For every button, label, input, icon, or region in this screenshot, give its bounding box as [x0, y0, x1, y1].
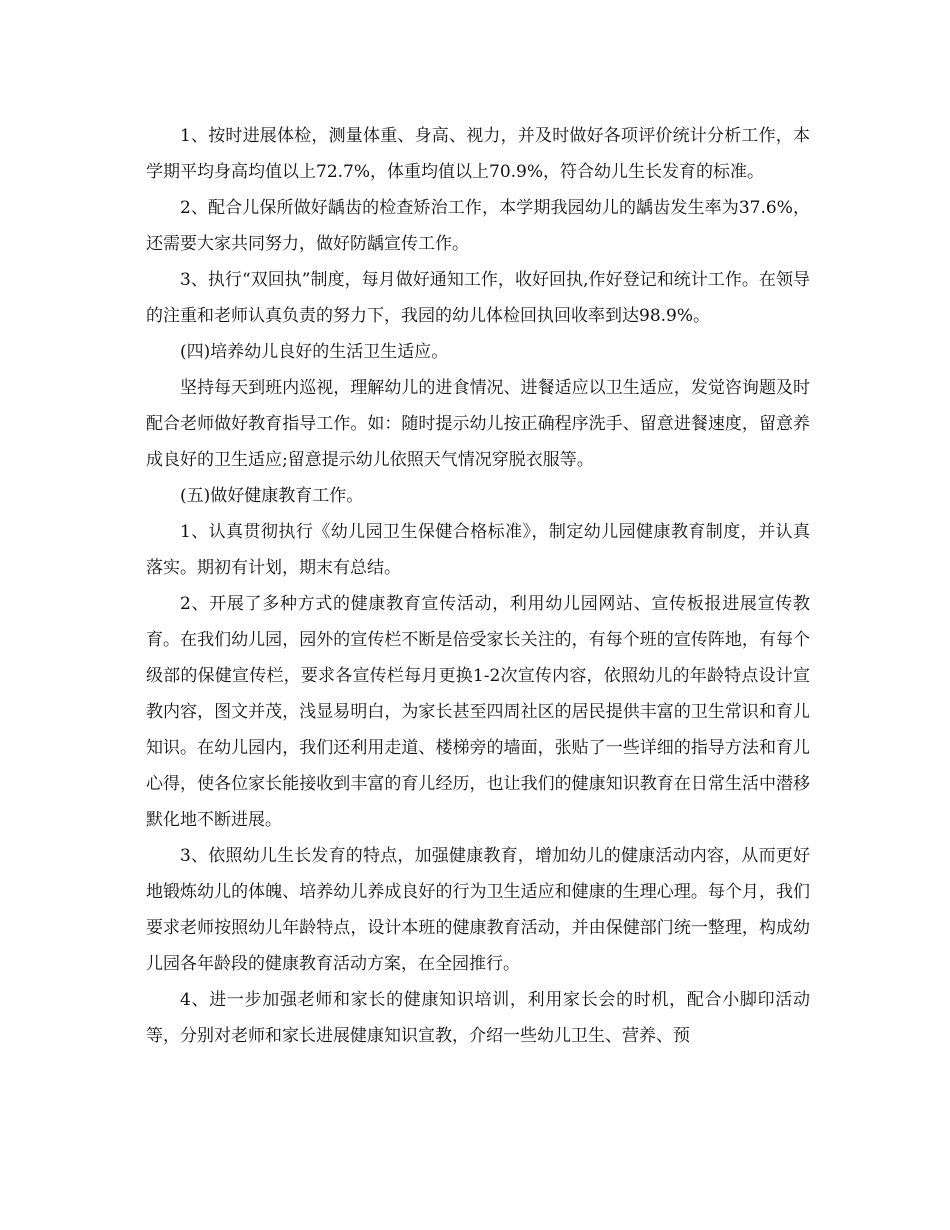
paragraph-publicity: 2、开展了多种方式的健康教育宣传活动，利用幼儿园网站、宣传板报进展宣传教育。在我们幼儿园，园外的宣传栏不断是倍受家长关注的，有每个班的宣传阵地，有每个级部的保健宣传栏，要求各宣传栏每月更换1-2次宣传内容，依照幼儿的年龄特点设计宣教内容，图文并茂，浅显易明白，为家长甚至四周社区的居民提供丰富的卫生常识和育儿知识。在幼儿园内，我们还利用走道、楼梯旁的墙面，张贴了一些详细的指导方法和育儿心得，使各位家长能接收到丰富的育儿经历，也让我们的健康知识教育在日常生活中潜移默化地不断进展。	[146, 594, 810, 830]
paragraph-checkup: 1、按时进展体检，测量体重、身高、视力，并及时做好各项评价统计分析工作，本学期平均身高均值以上72.7%，体重均值以上70.9%，符合幼儿生长发育的标准。	[146, 126, 810, 182]
paragraph-activities: 3、依照幼儿生长发育的特点，加强健康教育，增加幼儿的健康活动内容，从而更好地锻炼幼儿的体魄、培养幼儿养成良好的行为卫生适应和健康的生理心理。每个月，我们要求老师按照幼儿年龄特点，设计本班的健康教育活动，并由保健部门统一整理，构成幼儿园各年龄段的健康教育活动方案，在全园推行。	[146, 846, 810, 974]
paragraph-receipt: 3、执行“双回执”制度，每月做好通知工作，收好回执,作好登记和统计工作。在领导的注重和老师认真负责的努力下，我园的幼儿体检回执回收率到达98.9%。	[146, 270, 810, 326]
section-heading-hygiene-habits: (四)培养幼儿良好的生活卫生适应。	[180, 342, 449, 362]
paragraph-dental: 2、配合儿保所做好龋齿的检查矫治工作，本学期我园幼儿的龋齿发生率为37.6%，还需要大家共同努力，做好防龋宣传工作。	[146, 198, 810, 254]
paragraph-standards: 1、认真贯彻执行《幼儿园卫生保健合格标准》，制定幼儿园健康教育制度，并认真落实。期初有计划，期末有总结。	[146, 522, 810, 578]
section-heading-health-education: (五)做好健康教育工作。	[180, 486, 364, 506]
paragraph-daily-inspection: 坚持每天到班内巡视，理解幼儿的进食情况、进餐适应以卫生适应，发觉咨询题及时配合老师做好教育指导工作。如：随时提示幼儿按正确程序洗手、留意进餐速度，留意养成良好的卫生适应;留意提示幼儿依照天气情况穿脱衣服等。	[146, 378, 810, 470]
paragraph-training: 4、进一步加强老师和家长的健康知识培训，利用家长会的时机，配合小脚印活动等，分别对老师和家长进展健康知识宣教，介绍一些幼儿卫生、营养、预	[146, 990, 810, 1046]
